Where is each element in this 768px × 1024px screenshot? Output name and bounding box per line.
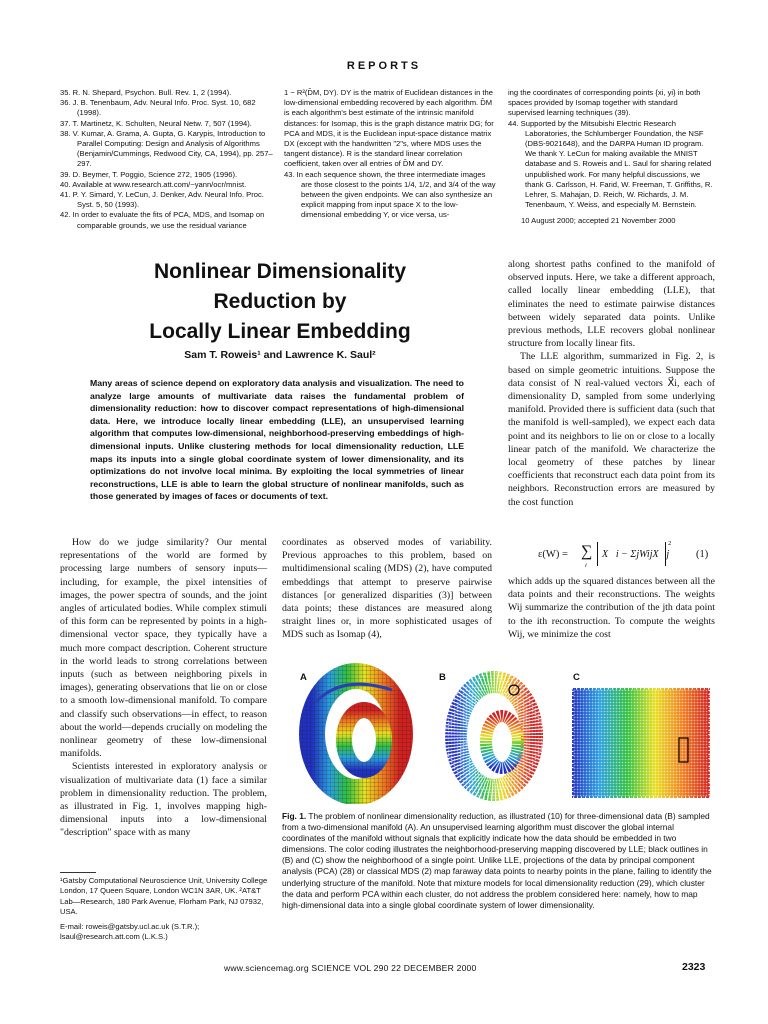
caption-label: Fig. 1. [282,811,307,821]
section-header: REPORTS [346,60,422,72]
reference-item: 36. J. B. Tenenbaum, Adv. Neural Info. Proc. Syst. 10, 682 (1998). [60,98,256,118]
figure-1 [282,662,718,804]
reference-item: 1 − R²(D̂M, DY). DY is the matrix of Euclidean distances in the low-dimensional embedding recovered by each algorithm. D̂M is each algorithm's best estimate of the intrinsic manifold distances: for Isomap, this is the graph distance matrix DG; for PCA and MDS, it is the Euclidean input-space distance matrix DX (except with the handwritten "2"s, where MDS uses the tangent distance). R is the standard linear correlation coefficient, taken over all entries of D̂M and DY. [284,88,494,169]
norm-bar-left [597,542,599,566]
footnote-rule [60,872,96,873]
equation-1 [508,540,714,570]
page-number: 2323 [682,961,706,973]
panel-label-b: B [439,672,446,683]
figure-caption [282,811,716,911]
body-column-3-continued [508,575,715,641]
body-paragraph: which adds up the squared distances between all the data points and their reconstructions. The weights Wij summarize the contribution of the jth data point to the ith reconstruction. To compute the weights Wij, we minimize the cost [508,576,715,640]
panel-c-embedding [572,688,710,798]
title-line: Reduction by [213,290,347,313]
body-paragraph: coordinates as observed modes of variability. Previous approaches to this problem, based on multidimensional scaling (MDS) (2), have computed embeddings that attempt to preserve pairwise distances [or generalized disparities (3)] between data points; these distances are measured along straight lines or, in more sophisticated usages of MDS such as Isomap (4), [282,537,492,641]
authors: Sam T. Roweis¹ and Lawrence K. Saul² [184,349,376,361]
reference-item: 38. V. Kumar, A. Grama, A. Gupta, G. Karypis, Introduction to Parallel Computing: Design and Analysis of Algorithms (Benjamin/Cummings, Redwood City, CA, 1994), pp. 257–297. [60,128,273,169]
reference-item: 39. D. Beymer, T. Poggio, Science 272, 1905 (1996). [60,169,238,179]
reference-item: 40. Available at www.research.att.com/~yann/ocr/mnist. [60,179,247,189]
body-paragraph: along shortest paths confined to the manifold of observed inputs. Here, we take a different approach, called locally linear embedding (LLE), that eliminates the need to estimate pairwise distances between widely separated data points. Unlike previous methods, LLE recovers global nonlinear structure from locally linear fits. [508,259,715,350]
norm-bar-right [665,542,667,566]
equation-lhs: ε(W) = [538,549,568,560]
body-column-2 [282,536,492,642]
equation-body: X⃗i − ΣjWijX⃗j [602,549,670,560]
body-column-1 [60,536,267,840]
abstract: Many areas of science depend on exploratory data analysis and visualization. The need to analyze large amounts of multivariate data raises the fundamental problem of dimensionality reduction: how to discover compact representations of high-dimensional data. Here, we introduce locally linear embedding (LLE), an unsupervised learning algorithm that computes low-dimensional, neighborhood-preserving embeddings of high-dimensional inputs. Unlike clustering methods for local dimensionality reduction, LLE maps its inputs into a single global coordinate system of lower dimensionality, and its optimizations do not involve local minima. By exploiting the local symmetries of linear reconstructions, LLE is able to learn the global structure of nonlinear manifolds, such as those generated by images of faces or documents of text. [90,378,464,502]
reference-item: 44. Supported by the Mitsubishi Electric Research Laboratories, the Schlumberger Foundation, the NSF (DBS-9021648), and the DARPA Human ID program. We thank Y. LeCun for making available the MNIST database and S. Roweis and L. Saul for sharing related unpublished work. For many helpful discussions, we thank G. Carlsson, H. Farid, W. Freeman, T. Griffiths, R. Lehrer, S. Mahajan, D. Reich, W. Richards, J. M. Tenenbaum, Y. Weiss, and especially M. Bernstein. [508,118,713,210]
references-right [508,88,716,227]
body-paragraph: How do we judge similarity? Our mental representations of the world are formed by processing large numbers of sensory inputs—including, for example, the pixel intensities of images, the power spectra of sounds, and the joint angles of articulated bodies. While complex stimuli of this form can be represented by points in a high-dimensional vector space, they typically have a much more compact description. Coherent structure in the world leads to strong correlations between inputs (such as between neighboring pixels in images), generating observations that lie on or close to a smooth low-dimensional manifold. To compare and classify such observations—in effect, to reason about the world—depends crucially on modeling the nonlinear geometry of these low-dimensional manifolds. [60,537,267,760]
equation-power: 2 [668,540,672,547]
journal-footer: www.sciencemag.org SCIENCE VOL 290 22 DECEMBER 2000 [224,963,477,973]
article-title [90,257,470,347]
reference-item: 42. In order to evaluate the fits of PCA, MDS, and Isomap on comparable grounds, we use the residual variance [60,210,265,230]
references-left [60,88,276,231]
footnotes [60,876,270,946]
reference-item: 43. In each sequence shown, the three intermediate images are those closest to the points 1/4, 1/2, and 3/4 of the way between the given endpoints. We can also synthesize an explicit mapping from input space X to the low-dimensional embedding Y, or vice versa, us- [284,169,496,220]
reference-item: ing the coordinates of corresponding points {xi, yi} in both spaces provided by Isomap together with standard supervised learning techniques (39). [508,88,701,118]
reference-item: 41. P. Y. Simard, Y. LeCun, J. Denker, Adv. Neural Info. Proc. Syst. 5, 50 (1993). [60,190,264,210]
reference-item: 35. R. N. Shepard, Psychon. Bull. Rev. 1, 2 (1994). [60,88,232,97]
panel-label-a: A [300,672,307,683]
body-paragraph: Scientists interested in exploratory analysis or visualization of multivariate data (1) face a similar problem in dimensionality reduction. The problem, as illustrated in Fig. 1, involves mapping high-dimensional inputs into a low-dimensional "description" space with as many [60,761,267,839]
title-line: Nonlinear Dimensionality [153,260,407,283]
body-column-3 [508,258,715,509]
email: E-mail: roweis@gatsby.ucl.ac.uk (S.T.R.); lsaul@research.att.com (L.K.S.) [60,921,200,942]
summation-symbol: ∑ [581,543,593,560]
panel-a-manifold [312,676,400,792]
caption-text: The problem of nonlinear dimensionality reduction, as illustrated (10) for three-dimensional data (B) sampled from a two-dimensional manifold (A). An unsupervised learning algorithm must discover the global internal coordinates of the manifold without signals that explicitly indicate how the data should be embedded in two dimensions. The color coding illustrates the neighborhood-preserving mapping discovered by LLE; black outlines in (B) and (C) show the neighborhood of a single point. Unlike LLE, projections of the data by principal component analysis (PCA) (28) or classical MDS (2) map faraway data points to nearby points in the plane, failing to identify the underlying structure of the manifold. Note that mixture models for local dimensionality reduction (29), which cluster the data and perform PCA within each cluster, do not address the problem considered here: namely, how to map high-dimensional data into a single global coordinate system of lower dimensionality. [282,811,712,910]
equation-number: (1) [696,549,709,560]
affiliations: ¹Gatsby Computational Neuroscience Unit, University College London, 17 Queen Square, London WC1N 3AR, UK. ²AT&T Lab—Research, 180 Park Avenue, Florham Park, NJ 07932, USA. [60,876,268,917]
panel-label-c: C [573,672,580,683]
reference-item: 37. T. Martinetz, K. Schulten, Neural Netw. 7, 507 (1994). [60,118,252,128]
references-middle [284,88,498,221]
title-line: Locally Linear Embedding [149,320,411,343]
panel-b-samples [456,682,532,790]
summation-index: i [585,562,587,569]
figure-panels [282,662,718,804]
body-paragraph: The LLE algorithm, summarized in Fig. 2, is based on simple geometric intuitions. Suppose the data consist of N real-valued vectors X⃗i, each of dimensionality D, sampled from some underlying manifold. Provided there is sufficient data (such that the manifold is well-sampled), we expect each data point and its neighbors to lie on or close to a locally linear patch of the manifold. We characterize the local geometry of these patches by linear coefficients that reconstruct each data point from its neighbors. Reconstruction errors are measured by the cost function [508,351,715,508]
received-date: 10 August 2000; accepted 21 November 2000 [521,216,676,226]
